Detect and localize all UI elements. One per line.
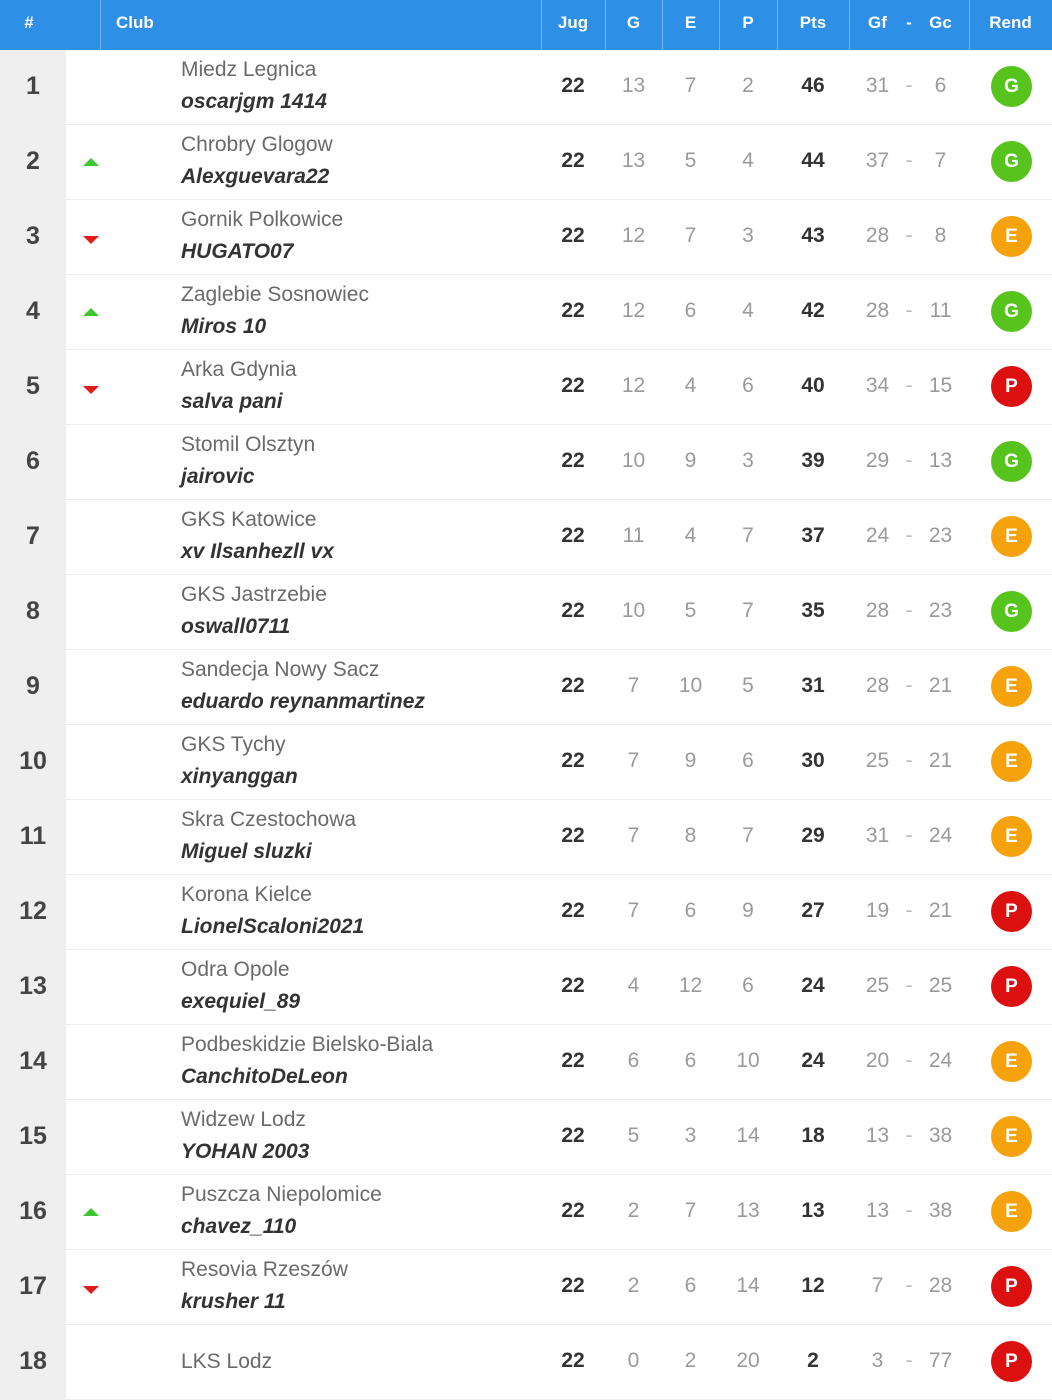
- goals-dash: -: [905, 524, 913, 547]
- rank-cell: 4: [0, 275, 66, 349]
- rank-cell: 1: [0, 50, 66, 124]
- goals-against-cell: 38: [928, 1199, 953, 1222]
- rank-cell: 7: [0, 500, 66, 574]
- goals-for-cell: 3: [871, 1349, 884, 1372]
- trend-down-icon: [83, 236, 99, 244]
- played-cell: 22: [561, 824, 585, 847]
- lost-cell: 14: [736, 1124, 760, 1147]
- table-row[interactable]: [0, 1175, 1052, 1250]
- club-name[interactable]: Stomil Olsztyn: [181, 433, 316, 456]
- performance-badge: E: [991, 1116, 1032, 1157]
- points-cell: 13: [801, 1199, 825, 1222]
- drawn-cell: 4: [684, 374, 697, 397]
- goals-dash: -: [905, 1199, 913, 1222]
- goals-for-cell: 28: [865, 674, 890, 697]
- goals-dash: -: [905, 599, 913, 622]
- rank-cell: 12: [0, 875, 66, 949]
- rank-cell: 10: [0, 725, 66, 799]
- goals-for-cell: 28: [865, 599, 890, 622]
- points-cell: 18: [801, 1124, 825, 1147]
- goals-for-cell: 20: [865, 1049, 890, 1072]
- manager-name[interactable]: krusher 11: [181, 1290, 286, 1313]
- won-cell: 5: [627, 1124, 640, 1147]
- goals-against-cell: 38: [928, 1124, 953, 1147]
- goals-for-cell: 13: [865, 1199, 890, 1222]
- won-cell: 10: [621, 599, 646, 622]
- lost-cell: 6: [742, 974, 754, 997]
- rank-cell: 8: [0, 575, 66, 649]
- manager-name[interactable]: Miguel sluzki: [181, 840, 312, 863]
- played-cell: 22: [561, 599, 585, 622]
- played-cell: 22: [561, 1199, 585, 1222]
- club-name[interactable]: Arka Gdynia: [181, 358, 297, 381]
- goals-against-cell: 7: [934, 149, 947, 172]
- goals-dash: -: [905, 1124, 913, 1147]
- goals-dash: -: [905, 74, 913, 97]
- trend-down-icon: [83, 386, 99, 394]
- goals-against-cell: 77: [928, 1349, 953, 1372]
- drawn-cell: 12: [678, 974, 703, 997]
- table-row[interactable]: [0, 725, 1052, 800]
- goals-against-cell: 8: [934, 224, 947, 247]
- goals-for-cell: 13: [865, 1124, 890, 1147]
- points-cell: 24: [801, 1049, 825, 1072]
- points-cell: 12: [801, 1274, 825, 1297]
- lost-cell: 3: [742, 224, 754, 247]
- performance-badge: E: [991, 216, 1032, 257]
- drawn-cell: 7: [684, 74, 697, 97]
- header-rank[interactable]: #: [24, 13, 34, 32]
- goals-for-cell: 29: [865, 449, 890, 472]
- goals-for-cell: 25: [865, 974, 890, 997]
- goals-against-cell: 15: [928, 374, 953, 397]
- drawn-cell: 9: [684, 749, 697, 772]
- manager-name[interactable]: Miros 10: [181, 315, 267, 338]
- header-dash: -: [906, 13, 912, 32]
- goals-against-cell: 23: [928, 524, 953, 547]
- points-cell: 2: [807, 1349, 819, 1372]
- trend-up-icon: [83, 158, 99, 166]
- club-name[interactable]: Resovia Rzeszów: [181, 1258, 348, 1281]
- table-row[interactable]: [0, 1100, 1052, 1175]
- manager-name[interactable]: LionelScaloni2021: [181, 915, 365, 938]
- performance-badge: E: [991, 1041, 1032, 1082]
- lost-cell: 10: [736, 1049, 760, 1072]
- won-cell: 12: [621, 224, 646, 247]
- points-cell: 37: [801, 524, 825, 547]
- played-cell: 22: [561, 74, 585, 97]
- header-won[interactable]: G: [626, 13, 641, 32]
- manager-name[interactable]: HUGATO07: [181, 240, 294, 263]
- manager-name[interactable]: jairovic: [181, 465, 255, 488]
- played-cell: 22: [561, 899, 585, 922]
- performance-badge: E: [991, 1191, 1032, 1232]
- goals-dash: -: [905, 824, 913, 847]
- performance-badge: G: [991, 141, 1032, 182]
- goals-dash: -: [905, 299, 913, 322]
- played-cell: 22: [561, 1049, 585, 1072]
- goals-against-cell: 11: [929, 299, 952, 322]
- goals-for-cell: 24: [865, 524, 890, 547]
- drawn-cell: 2: [684, 1349, 697, 1372]
- club-name[interactable]: Widzew Lodz: [181, 1108, 306, 1131]
- performance-badge: G: [991, 441, 1032, 482]
- points-cell: 44: [801, 149, 825, 172]
- points-cell: 31: [801, 674, 825, 697]
- drawn-cell: 7: [684, 224, 697, 247]
- club-name[interactable]: Sandecja Nowy Sacz: [181, 658, 380, 681]
- goals-dash: -: [905, 149, 913, 172]
- played-cell: 22: [561, 1274, 585, 1297]
- goals-dash: -: [905, 374, 913, 397]
- drawn-cell: 6: [684, 1274, 697, 1297]
- points-cell: 29: [801, 824, 825, 847]
- goals-dash: -: [905, 974, 913, 997]
- goals-against-cell: 21: [928, 674, 953, 697]
- performance-badge: P: [991, 366, 1032, 407]
- drawn-cell: 3: [684, 1124, 697, 1147]
- manager-name[interactable]: Alexguevara22: [181, 165, 330, 188]
- lost-cell: 3: [742, 449, 754, 472]
- won-cell: 10: [621, 449, 646, 472]
- goals-for-cell: 19: [865, 899, 890, 922]
- lost-cell: 4: [742, 299, 754, 322]
- header-lost[interactable]: P: [742, 13, 754, 32]
- played-cell: 22: [561, 374, 585, 397]
- played-cell: 22: [561, 149, 585, 172]
- rank-cell: 6: [0, 425, 66, 499]
- manager-name[interactable]: xv Ilsanhezll vx: [181, 540, 334, 563]
- goals-against-cell: 13: [928, 449, 953, 472]
- lost-cell: 14: [736, 1274, 760, 1297]
- won-cell: 7: [627, 674, 640, 697]
- played-cell: 22: [561, 1349, 585, 1372]
- goals-against-cell: 24: [928, 824, 953, 847]
- manager-name[interactable]: oswall0711: [181, 615, 291, 638]
- points-cell: 40: [801, 374, 825, 397]
- drawn-cell: 4: [684, 524, 697, 547]
- header-points[interactable]: Pts: [799, 13, 827, 32]
- trend-down-icon: [83, 1286, 99, 1294]
- rank-cell: 5: [0, 350, 66, 424]
- goals-against-cell: 23: [928, 599, 953, 622]
- manager-name[interactable]: YOHAN 2003: [181, 1140, 310, 1163]
- table-row[interactable]: [0, 650, 1052, 725]
- table-row[interactable]: [0, 50, 1052, 125]
- drawn-cell: 7: [684, 1199, 697, 1222]
- rank-cell: 18: [0, 1325, 66, 1399]
- goals-for-cell: 25: [865, 749, 890, 772]
- performance-badge: E: [991, 816, 1032, 857]
- table-row[interactable]: [0, 875, 1052, 950]
- performance-badge: P: [991, 1341, 1032, 1382]
- table-row[interactable]: [0, 575, 1052, 650]
- won-cell: 6: [627, 1049, 640, 1072]
- performance-badge: P: [991, 1266, 1032, 1307]
- played-cell: 22: [561, 674, 585, 697]
- goals-dash: -: [905, 1349, 913, 1372]
- goals-dash: -: [905, 449, 913, 472]
- club-name[interactable]: Podbeskidzie Bielsko-Biala: [181, 1033, 434, 1056]
- won-cell: 7: [627, 824, 640, 847]
- played-cell: 22: [561, 224, 585, 247]
- goals-dash: -: [905, 899, 913, 922]
- performance-badge: E: [991, 516, 1032, 557]
- table-row[interactable]: [0, 1325, 1052, 1400]
- drawn-cell: 9: [684, 449, 697, 472]
- lost-cell: 13: [736, 1199, 760, 1222]
- club-name[interactable]: Korona Kielce: [181, 883, 312, 906]
- rank-cell: 11: [0, 800, 66, 874]
- goals-against-cell: 21: [928, 749, 953, 772]
- won-cell: 4: [627, 974, 640, 997]
- club-name[interactable]: GKS Katowice: [181, 508, 317, 531]
- played-cell: 22: [561, 449, 585, 472]
- manager-name[interactable]: exequiel_89: [181, 990, 301, 1013]
- performance-badge: E: [991, 741, 1032, 782]
- goals-dash: -: [905, 749, 913, 772]
- played-cell: 22: [561, 1124, 585, 1147]
- goals-against-cell: 24: [928, 1049, 953, 1072]
- lost-cell: 20: [736, 1349, 760, 1372]
- manager-name[interactable]: chavez_110: [181, 1215, 297, 1238]
- goals-for-cell: 34: [865, 374, 890, 397]
- table-row[interactable]: [0, 500, 1052, 575]
- won-cell: 12: [621, 374, 646, 397]
- table-row[interactable]: [0, 1025, 1052, 1100]
- won-cell: 2: [627, 1199, 640, 1222]
- points-cell: 30: [801, 749, 825, 772]
- table-row[interactable]: [0, 350, 1052, 425]
- goals-for-cell: 7: [871, 1274, 884, 1297]
- lost-cell: 2: [742, 74, 754, 97]
- rank-cell: 13: [0, 950, 66, 1024]
- header-goals-against[interactable]: Gc: [929, 13, 952, 32]
- goals-dash: -: [905, 1274, 913, 1297]
- performance-badge: G: [991, 66, 1032, 107]
- manager-name[interactable]: oscarjgm 1414: [181, 90, 327, 113]
- won-cell: 7: [627, 899, 640, 922]
- won-cell: 13: [621, 74, 646, 97]
- header-played[interactable]: Jug: [557, 13, 589, 32]
- goals-against-cell: 28: [928, 1274, 953, 1297]
- lost-cell: 4: [742, 149, 754, 172]
- goals-dash: -: [905, 674, 913, 697]
- rank-cell: 14: [0, 1025, 66, 1099]
- lost-cell: 7: [742, 524, 754, 547]
- header-club[interactable]: Club: [116, 13, 154, 32]
- won-cell: 2: [627, 1274, 640, 1297]
- drawn-cell: 6: [684, 1049, 697, 1072]
- points-cell: 42: [801, 299, 825, 322]
- goals-for-cell: 37: [865, 149, 890, 172]
- club-name[interactable]: Zaglebie Sosnowiec: [181, 283, 369, 306]
- won-cell: 12: [621, 299, 646, 322]
- table-row[interactable]: [0, 1250, 1052, 1325]
- club-name[interactable]: Skra Czestochowa: [181, 808, 357, 831]
- lost-cell: 5: [742, 674, 754, 697]
- goals-dash: -: [905, 224, 913, 247]
- header-goals-for[interactable]: Gf: [868, 13, 887, 32]
- manager-name[interactable]: CanchitoDeLeon: [181, 1065, 348, 1088]
- rank-cell: 2: [0, 125, 66, 199]
- drawn-cell: 6: [684, 299, 697, 322]
- performance-badge: G: [991, 591, 1032, 632]
- table-header: [0, 0, 1052, 50]
- points-cell: 24: [801, 974, 825, 997]
- rank-cell: 9: [0, 650, 66, 724]
- header-drawn[interactable]: E: [684, 13, 697, 32]
- rank-cell: 17: [0, 1250, 66, 1324]
- table-row[interactable]: [0, 200, 1052, 275]
- lost-cell: 7: [742, 599, 754, 622]
- drawn-cell: 8: [684, 824, 697, 847]
- won-cell: 11: [622, 524, 645, 547]
- drawn-cell: 10: [678, 674, 703, 697]
- won-cell: 7: [627, 749, 640, 772]
- played-cell: 22: [561, 749, 585, 772]
- won-cell: 0: [627, 1349, 640, 1372]
- performance-badge: G: [991, 291, 1032, 332]
- trend-up-icon: [83, 1208, 99, 1216]
- header-divider: [100, 0, 101, 50]
- club-name[interactable]: Chrobry Glogow: [181, 133, 333, 156]
- club-name[interactable]: Miedz Legnica: [181, 58, 317, 81]
- points-cell: 35: [801, 599, 825, 622]
- points-cell: 27: [801, 899, 825, 922]
- points-cell: 39: [801, 449, 825, 472]
- lost-cell: 9: [742, 899, 754, 922]
- played-cell: 22: [561, 974, 585, 997]
- header-performance[interactable]: Rend: [989, 13, 1032, 32]
- won-cell: 13: [621, 149, 646, 172]
- table-row[interactable]: [0, 425, 1052, 500]
- points-cell: 43: [801, 224, 825, 247]
- club-name[interactable]: Gornik Polkowice: [181, 208, 344, 231]
- goals-for-cell: 31: [865, 824, 890, 847]
- drawn-cell: 6: [684, 899, 697, 922]
- goals-for-cell: 28: [865, 224, 890, 247]
- played-cell: 22: [561, 299, 585, 322]
- rank-cell: 15: [0, 1100, 66, 1174]
- goals-against-cell: 25: [928, 974, 953, 997]
- drawn-cell: 5: [684, 599, 697, 622]
- table-row[interactable]: [0, 275, 1052, 350]
- performance-badge: P: [991, 891, 1032, 932]
- manager-name[interactable]: xinyanggan: [181, 765, 298, 788]
- lost-cell: 6: [742, 749, 754, 772]
- manager-name[interactable]: eduardo reynanmartinez: [181, 690, 425, 713]
- rank-cell: 16: [0, 1175, 66, 1249]
- goals-against-cell: 21: [928, 899, 953, 922]
- lost-cell: 7: [742, 824, 754, 847]
- played-cell: 22: [561, 524, 585, 547]
- performance-badge: P: [991, 966, 1032, 1007]
- trend-up-icon: [83, 308, 99, 316]
- performance-badge: E: [991, 666, 1032, 707]
- club-name[interactable]: LKS Lodz: [181, 1350, 273, 1373]
- goals-for-cell: 31: [865, 74, 890, 97]
- goals-for-cell: 28: [865, 299, 890, 322]
- drawn-cell: 5: [684, 149, 697, 172]
- goals-against-cell: 6: [934, 74, 947, 97]
- club-name[interactable]: GKS Tychy: [181, 733, 286, 756]
- club-name[interactable]: Puszcza Niepolomice: [181, 1183, 382, 1206]
- table-row[interactable]: [0, 125, 1052, 200]
- table-row[interactable]: [0, 950, 1052, 1025]
- club-name[interactable]: Odra Opole: [181, 958, 290, 981]
- manager-name[interactable]: salva pani: [181, 390, 283, 413]
- lost-cell: 6: [742, 374, 754, 397]
- table-row[interactable]: [0, 800, 1052, 875]
- club-name[interactable]: GKS Jastrzebie: [181, 583, 327, 606]
- rank-cell: 3: [0, 200, 66, 274]
- points-cell: 46: [801, 74, 825, 97]
- goals-dash: -: [905, 1049, 913, 1072]
